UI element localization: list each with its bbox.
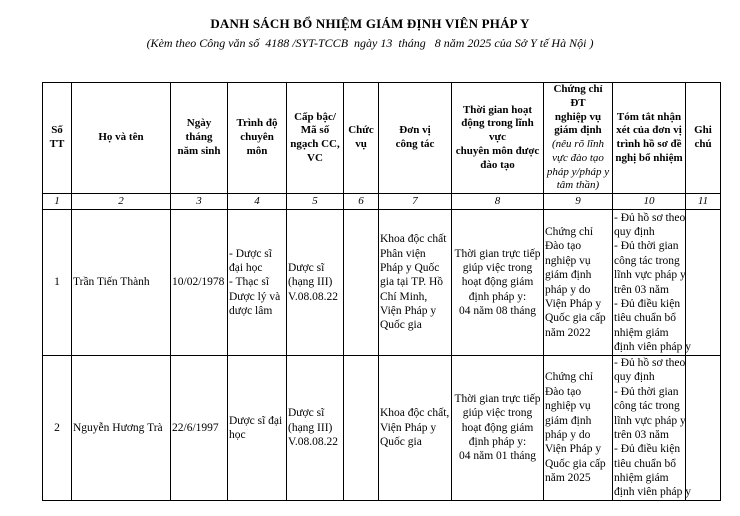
cell-qualification bbox=[228, 356, 287, 501]
column-number: 10 bbox=[613, 194, 686, 210]
cell-line: công tác bbox=[395, 138, 435, 150]
column-number: 7 bbox=[379, 194, 452, 210]
cell-line: vực đào tạo bbox=[552, 151, 604, 164]
subtitle-suffix: năm 2025 của Sở Y tế Hà Nội ) bbox=[443, 36, 594, 50]
cell-line: Pháp y Quốc bbox=[380, 261, 440, 274]
cell-rank bbox=[287, 210, 344, 356]
header-dob bbox=[171, 83, 228, 194]
dispatch-number: 4188 bbox=[265, 36, 290, 50]
cell-line: giúp việc trong bbox=[462, 407, 533, 420]
cell-line: Tóm tắt nhận bbox=[616, 110, 682, 123]
cell-line: - Đủ hồ sơ theo bbox=[614, 357, 686, 369]
cell-line: 04 năm 01 tháng bbox=[459, 450, 536, 463]
cell-experience bbox=[452, 356, 544, 501]
cell-line: học bbox=[229, 428, 246, 441]
cell-line: Thời gian trực tiếp bbox=[454, 392, 541, 405]
cell-line: VC bbox=[307, 151, 323, 164]
cell-line: định pháp y: bbox=[468, 290, 527, 303]
cell-line: - Dược sĩ bbox=[229, 247, 272, 260]
cell-line: tâm thần) bbox=[556, 179, 600, 192]
cell-line: trên 03 năm bbox=[614, 428, 669, 441]
cell-line: Chứng chỉ bbox=[545, 371, 594, 384]
cell-line: Chí Minh, bbox=[380, 290, 428, 303]
cell-summary bbox=[613, 356, 691, 501]
cell-line: Khoa độc chất, bbox=[380, 407, 450, 420]
cell-line: nghiệp vụ bbox=[554, 110, 602, 123]
cell-rank bbox=[287, 356, 344, 501]
cell-line: giúp việc trong bbox=[462, 261, 533, 274]
cell-line: Chứng chỉ bbox=[545, 226, 594, 238]
cell-position bbox=[344, 210, 379, 356]
header-position bbox=[344, 83, 379, 194]
cell-line: Đơn vị bbox=[399, 124, 431, 137]
cell-line: năm sinh bbox=[177, 144, 221, 157]
cell-line: chú bbox=[694, 138, 712, 150]
cell-line: Dược lý và bbox=[229, 290, 281, 303]
cell-line: chuyên môn bbox=[240, 131, 274, 157]
cell-line: giám định bbox=[554, 124, 602, 137]
cell-line: pháp y do bbox=[545, 283, 591, 296]
cell-line: nhiệm giám bbox=[614, 472, 669, 484]
table-row bbox=[43, 356, 721, 501]
cell-line: Ghi bbox=[694, 124, 712, 137]
cell-line: nghiệp vụ bbox=[545, 400, 591, 413]
cell-line: Khoa độc chất bbox=[380, 233, 447, 246]
column-number: 11 bbox=[686, 194, 721, 210]
cell-line: Quốc gia cấp bbox=[545, 457, 606, 470]
column-number: 4 bbox=[228, 194, 287, 210]
cell-line: định pháp y: bbox=[468, 436, 527, 449]
cell-line: Cấp bậc/ bbox=[294, 110, 336, 123]
thang-label: tháng bbox=[398, 36, 426, 50]
cell-line: lĩnh vực pháp y bbox=[614, 269, 686, 282]
cell-line: (hạng III) bbox=[288, 276, 333, 289]
cell-line: trình hồ sơ đề bbox=[616, 138, 682, 150]
cell-line: Thời gian hoạt bbox=[462, 103, 533, 116]
document-title: DANH SÁCH BỔ NHIỆM GIÁM ĐỊNH VIÊN PHÁP Y bbox=[210, 16, 530, 31]
cell-line: định viên pháp y bbox=[614, 486, 691, 499]
column-number: 5 bbox=[287, 194, 344, 210]
cell-line: gia tại TP. Hồ bbox=[380, 276, 444, 289]
cell-line: quy định bbox=[614, 371, 655, 384]
cell-line: lĩnh vực pháp y bbox=[614, 414, 686, 427]
subtitle-prefix: (Kèm theo Công văn số bbox=[146, 36, 260, 50]
cell-line: quy định bbox=[614, 226, 655, 238]
cell-line: tiêu chuẩn bổ bbox=[614, 312, 676, 325]
cell-certificate bbox=[544, 356, 613, 501]
header-qualification bbox=[228, 83, 287, 194]
cell-line: dược lâm bbox=[229, 305, 273, 318]
column-number: 8 bbox=[452, 194, 544, 210]
dispatch-day: 13 bbox=[380, 36, 393, 50]
cell-line: Họ và tên bbox=[98, 131, 144, 144]
dispatch-code: /SYT-TCCB bbox=[292, 36, 349, 50]
header-summary bbox=[613, 83, 686, 194]
cell-line: trên 03 năm bbox=[614, 283, 669, 296]
cell-unit bbox=[379, 210, 452, 356]
cell-stt: 2 bbox=[43, 356, 72, 501]
cell-line: vụ bbox=[355, 138, 367, 150]
header-row bbox=[43, 83, 721, 194]
cell-line: V.08.08.22 bbox=[288, 290, 338, 303]
cell-line: - Đủ hồ sơ theo bbox=[614, 211, 686, 224]
cell-line: nhiệm giám bbox=[614, 326, 669, 339]
header-rank bbox=[287, 83, 344, 194]
cell-line: ngạch CC, bbox=[290, 138, 340, 150]
cell-line: Ngày tháng bbox=[185, 117, 213, 144]
cell-line: định viên pháp y bbox=[614, 341, 691, 353]
cell-experience bbox=[452, 210, 544, 356]
cell-line: năm 2022 bbox=[545, 326, 591, 339]
cell-line: Viện Pháp y bbox=[545, 443, 602, 456]
cell-line: Mã số bbox=[300, 124, 330, 137]
document-subtitle bbox=[0, 36, 740, 51]
cell-unit bbox=[379, 356, 452, 501]
dispatch-month: 8 bbox=[434, 36, 441, 50]
cell-line: năm 2025 bbox=[545, 472, 591, 484]
header-unit bbox=[379, 83, 452, 194]
cell-line: Dược sĩ bbox=[288, 407, 325, 420]
cell-position bbox=[344, 356, 379, 501]
cell-name: Trần Tiến Thành bbox=[72, 210, 171, 356]
cell-line: Viện Pháp y bbox=[380, 305, 437, 318]
cell-line: (nêu rõ lĩnh bbox=[552, 138, 604, 150]
cell-line: - Đủ thời gian bbox=[614, 385, 679, 398]
cell-line: pháp y do bbox=[545, 428, 591, 441]
cell-line: (hạng III) bbox=[288, 421, 333, 434]
cell-line: nghị bổ nhiệm bbox=[615, 151, 683, 164]
header-name bbox=[72, 83, 171, 194]
cell-line: giám định bbox=[545, 269, 592, 282]
cell-line: nghiệp vụ bbox=[545, 254, 591, 267]
column-number: 6 bbox=[344, 194, 379, 210]
cell-line: Dược sĩ bbox=[288, 261, 325, 274]
cell-line: công tác trong bbox=[614, 254, 680, 267]
header-note bbox=[686, 83, 721, 194]
cell-line: TT bbox=[49, 138, 65, 150]
cell-certificate bbox=[544, 210, 613, 356]
cell-stt: 1 bbox=[43, 210, 72, 356]
cell-line: Thời gian trực tiếp bbox=[454, 247, 541, 260]
column-number: 1 bbox=[43, 194, 72, 210]
cell-line: chuyên môn được bbox=[455, 144, 540, 157]
column-number-row bbox=[43, 194, 721, 210]
header-stt bbox=[43, 83, 72, 194]
header-experience bbox=[452, 83, 544, 194]
cell-line: - Đủ điều kiện bbox=[614, 443, 681, 456]
cell-line: hoạt động giám bbox=[461, 421, 534, 434]
cell-line: V.08.08.22 bbox=[288, 436, 338, 449]
cell-line: xét của đơn vị bbox=[616, 124, 682, 137]
cell-line: công tác trong bbox=[614, 400, 680, 413]
cell-line: Đào tạo bbox=[545, 385, 582, 398]
cell-line: Trình độ bbox=[236, 117, 278, 130]
cell-line: tiêu chuẩn bổ bbox=[614, 457, 676, 470]
cell-line: Quốc gia bbox=[380, 436, 422, 449]
cell-line: - Đủ điều kiện bbox=[614, 297, 681, 310]
column-number: 2 bbox=[72, 194, 171, 210]
cell-line: 04 năm 08 tháng bbox=[459, 305, 536, 318]
cell-line: Dược sĩ đại bbox=[229, 414, 283, 427]
cell-dob: 22/6/1997 bbox=[171, 356, 228, 501]
cell-line: đại học bbox=[229, 261, 263, 274]
appointment-table bbox=[42, 82, 721, 501]
cell-line: động trong lĩnh vực bbox=[461, 117, 534, 144]
cell-dob: 10/02/1978 bbox=[171, 210, 228, 356]
table-row bbox=[43, 210, 721, 356]
cell-line: giám định bbox=[545, 414, 592, 427]
cell-line: Phân viện bbox=[380, 247, 426, 260]
cell-line: Viện Pháp y bbox=[545, 297, 602, 310]
cell-line: hoạt động giám bbox=[461, 276, 534, 289]
cell-line: đào tạo bbox=[480, 158, 515, 171]
cell-line: pháp y/pháp y bbox=[546, 165, 610, 178]
cell-line: Chức bbox=[348, 124, 374, 137]
cell-line: - Đủ thời gian bbox=[614, 240, 679, 253]
cell-line: Chứng chỉ ĐT bbox=[553, 83, 603, 109]
cell-qualification bbox=[228, 210, 287, 356]
cell-note bbox=[686, 210, 721, 356]
cell-line: Viện Pháp y bbox=[380, 421, 437, 434]
cell-line: Quốc gia bbox=[380, 319, 422, 332]
column-number: 3 bbox=[171, 194, 228, 210]
cell-line: - Thạc sĩ bbox=[229, 276, 270, 289]
cell-line: Đào tạo bbox=[545, 240, 582, 253]
cell-summary bbox=[613, 210, 691, 356]
ngay-label: ngày bbox=[354, 36, 378, 50]
cell-name: Nguyễn Hương Trà bbox=[72, 356, 171, 501]
cell-note bbox=[686, 356, 721, 501]
header-certificate bbox=[544, 83, 613, 194]
cell-line: Số bbox=[51, 124, 63, 137]
column-number: 9 bbox=[544, 194, 613, 210]
cell-line: Quốc gia cấp bbox=[545, 312, 606, 325]
